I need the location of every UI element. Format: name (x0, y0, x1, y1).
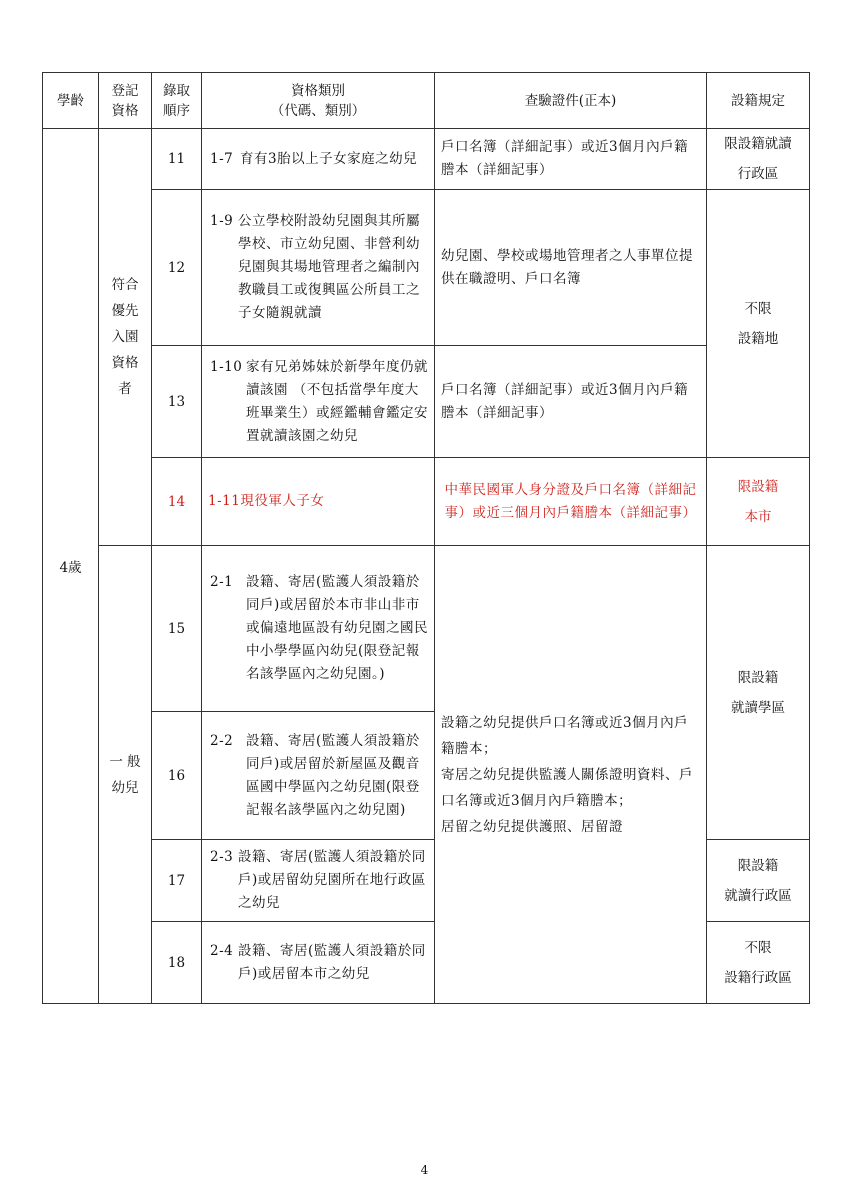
order-cell: 14 (152, 458, 202, 546)
category-cell: 2-1 設籍、寄居(監護人須設籍於同戶)或居留於本市非山非市或偏遠地區設有幼兒園之國民中小學學區內幼兒(限登記報名該學區內之幼兒園。) (202, 546, 435, 712)
registration-cell: 不限 設籍行政區 (707, 922, 810, 1004)
order-cell: 13 (152, 346, 202, 458)
admission-table (42, 72, 810, 1004)
order-cell: 11 (152, 129, 202, 190)
order-cell: 18 (152, 922, 202, 1004)
table-row (43, 546, 810, 712)
category-cell: 1-7 育有3胎以上子女家庭之幼兒 (202, 129, 435, 190)
header-age: 學齡 (43, 73, 99, 129)
category-cell: 1-9 公立學校附設幼兒園與其所屬學校、市立幼兒園、非營利幼兒園與其場地管理者之編制內教職員工或復興區公所員工之子女隨親就讀 (202, 190, 435, 346)
group-priority: 符合 優先 入園 資格 者 (99, 129, 152, 546)
category-cell: 2-4 設籍、寄居(監護人須設籍於同戶)或居留本市之幼兒 (202, 922, 435, 1004)
category-cell: 2-3 設籍、寄居(監護人須設籍於同戶)或居留幼兒園所在地行政區之幼兒 (202, 840, 435, 922)
table-row (43, 190, 810, 346)
registration-cell: 限設籍 就讀行政區 (707, 840, 810, 922)
header-registration: 設籍規定 (707, 73, 810, 129)
order-cell: 16 (152, 712, 202, 840)
category-cell: 1-10 家有兄弟姊妹於新學年度仍就讀該園 （不包括當學年度大班畢業生）或經鑑輔會鑑定安置就讀該園之幼兒 (202, 346, 435, 458)
age-cell: 4歲 (43, 129, 99, 1004)
documents-cell: 戶口名簿（詳細記事）或近3個月內戶籍謄本（詳細記事） (435, 129, 707, 190)
header-status: 登記 資格 (99, 73, 152, 129)
registration-cell: 不限 設籍地 (707, 190, 810, 458)
documents-cell: 中華民國軍人身分證及戶口名簿（詳細記事）或近三個月內戶籍謄本（詳細記事） (435, 458, 707, 546)
registration-cell: 限設籍 本市 (707, 458, 810, 546)
header-documents: 查驗證件(正本) (435, 73, 707, 129)
documents-cell: 戶口名簿（詳細記事）或近3個月內戶籍謄本（詳細記事） (435, 346, 707, 458)
header-category: 資格類別 （代碼、類別） (202, 73, 435, 129)
documents-cell: 幼兒園、學校或場地管理者之人事單位提供在職證明、戶口名簿 (435, 190, 707, 346)
order-cell: 15 (152, 546, 202, 712)
table-row (43, 129, 810, 190)
category-cell: 2-2 設籍、寄居(監護人須設籍於同戶)或居留於新屋區及觀音區國中學區內之幼兒園(限登記報名該學區內之幼兒園) (202, 712, 435, 840)
registration-cell: 限設籍 就讀學區 (707, 546, 810, 840)
table-row (43, 346, 810, 458)
table-row (43, 458, 810, 546)
order-cell: 12 (152, 190, 202, 346)
group-general: 一 般 幼兒 (99, 546, 152, 1004)
category-cell: 1-11現役軍人子女 (202, 458, 435, 546)
header-order: 錄取 順序 (152, 73, 202, 129)
registration-cell: 限設籍就讀 行政區 (707, 129, 810, 190)
page-number: 4 (420, 1163, 429, 1177)
order-cell: 17 (152, 840, 202, 922)
header-row (43, 73, 810, 129)
documents-cell: 設籍之幼兒提供戶口名簿或近3個月內戶籍謄本； 寄居之幼兒提供監護人關係證明資料、戶口名簿或近3個月內戶籍謄本； 居留之幼兒提供護照、居留證 (435, 546, 707, 1004)
